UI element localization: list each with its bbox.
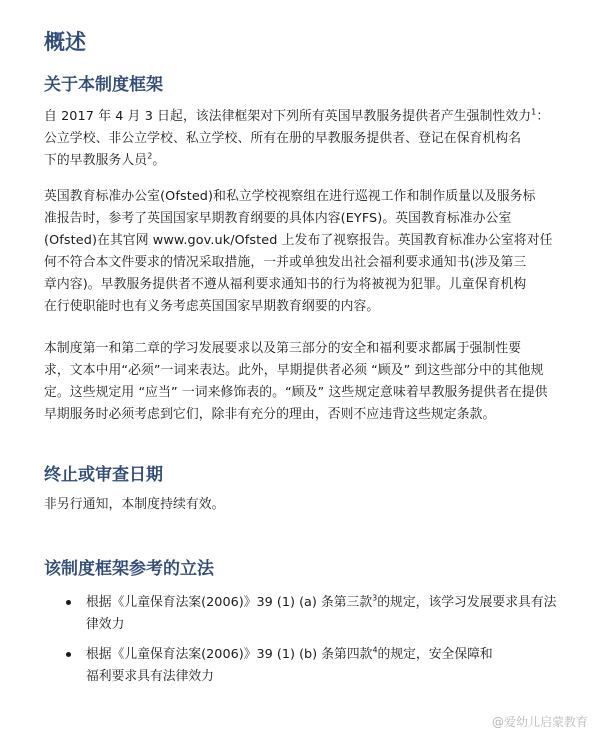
page-title: 概述 [44,30,86,54]
footnote-ref: 3 [372,593,378,603]
footnote-ref: 2 [147,151,153,161]
text-span: 福利要求具有法律效力 [86,669,214,684]
section-heading-review-date: 终止或审查日期 [44,465,163,485]
paragraph-line: 何不符合本文件要求的情况采取措施，一并或单独发出社会福利要求通知书(涉及第三 [44,255,527,270]
text-span: 的规定，该学习发展要求具有法 [377,595,557,610]
paragraph-requirements [44,338,574,426]
paragraph-line: 在行使职能时也有义务考虑英国国家早期教育纲要的内容。 [44,299,380,314]
paragraph-validity: 非另行通知，本制度持续有效。 [44,497,225,512]
footnote-ref: 1 [531,107,537,117]
text-span: 根据《儿童保育法案(2006)》39 (1) (a) 条第三款 [86,595,373,610]
text-span: 下的早教服务人员 [44,153,148,168]
bullet-icon [66,652,71,657]
paragraph-line: 本制度第一和第二章的学习发展要求以及第三部分的安全和福利要求都属于强制性要 [44,341,522,356]
watermark: @爱幼儿启蒙教育 [491,715,588,729]
text-span: 律效力 [86,617,125,632]
paragraph-line: 求，文本中用“必须”一词来表达。此外，早期提供者必须 “顾及” 到这些部分中的其他规 [44,363,544,378]
paragraph-line: 英国教育标准办公室(Ofsted)和私立学校视察组在进行巡视工作和制作质量以及服务标 [44,189,536,204]
text-span: 的规定，安全保障和 [377,647,493,662]
bullet-icon [66,600,71,605]
list-item [66,592,576,636]
paragraph-effective-date [44,106,574,172]
text-span: 。 [152,153,166,168]
legislation-list [66,592,576,688]
paragraph-line: 早期服务时必须考虑到它们，除非有充分的理由，否则不应违背这些规定条款。 [44,407,496,422]
list-item [66,644,576,688]
paragraph-line [44,150,574,172]
paragraph-ofsted [44,186,574,318]
text-span: ： [536,109,550,124]
text-span: 根据《儿童保育法案(2006)》39 (1) (b) 条第四款 [86,647,373,662]
paragraph-line: 定。这些规定用 “应当” 一词来修饰表的。“顾及” 这些规定意味着早教服务提供者在提供 [44,385,548,400]
footnote-ref: 4 [372,645,378,655]
paragraph-line [44,106,574,128]
text-span: 自 2017 年 4 月 3 日起，该法律框架对下列所有英国早教服务提供者产生强制性效力 [44,109,532,124]
section-heading-legislation: 该制度框架参考的立法 [44,559,214,579]
paragraph-line: 准报告时，参考了英国国家早期教育纲要的具体内容(EYFS)。英国教育标准办公室 [44,211,512,226]
paragraph-line: (Ofsted)在其官网 www.gov.uk/Ofsted 上发布了视察报告。英国教育标准办公室将对任 [44,233,553,248]
paragraph-line: 章内容)。早教服务提供者不遵从福利要求通知书的行为将被视为犯罪。儿童保育机构 [44,277,527,292]
paragraph-line: 公立学校、非公立学校、私立学校、所有在册的早教服务提供者、登记在保育机构名 [44,131,522,146]
section-heading-framework: 关于本制度框架 [44,75,163,95]
